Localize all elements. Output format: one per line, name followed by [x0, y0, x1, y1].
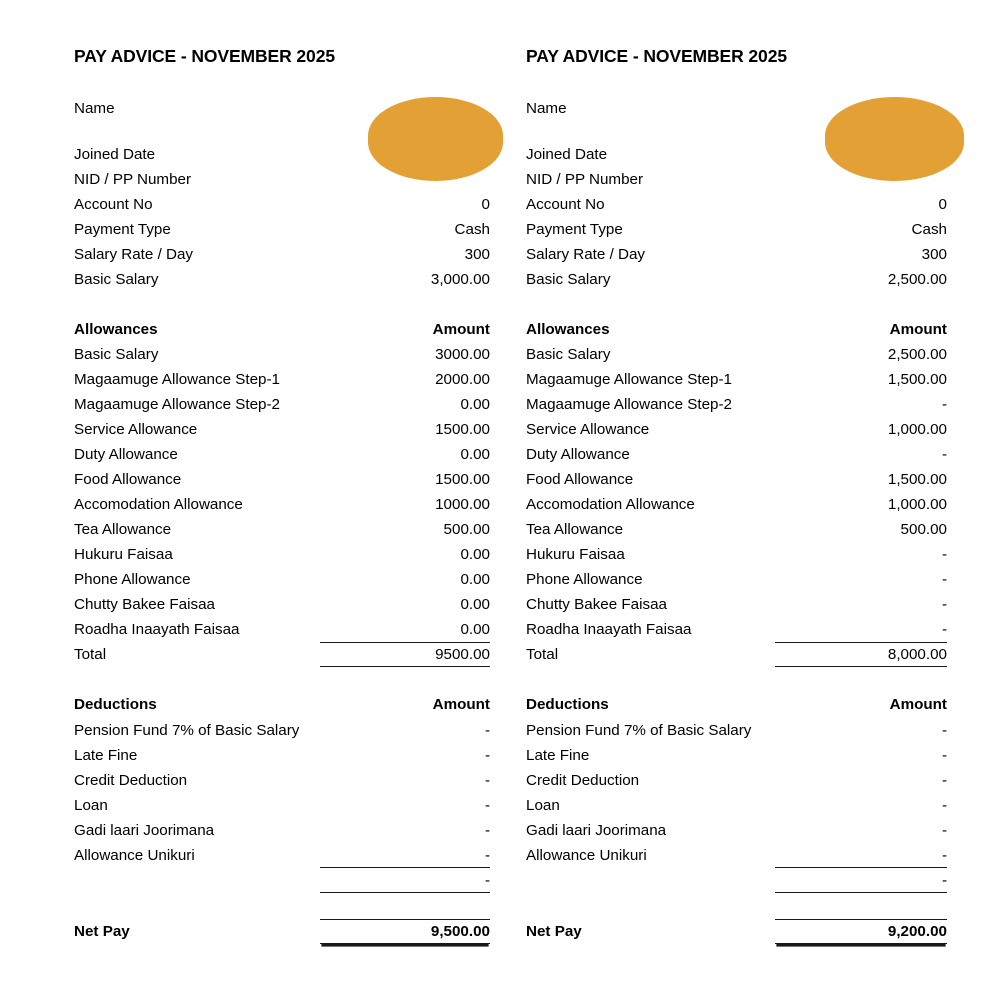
- page-title-left: PAY ADVICE - NOVEMBER 2025: [74, 46, 335, 66]
- allowances-header-label: Allowances: [74, 321, 158, 338]
- deductions-subtotal-amount: -: [941, 872, 947, 889]
- allowance-amount: 500.00: [900, 521, 947, 538]
- deduction-amount: -: [484, 847, 490, 864]
- allowances-total-label: Total: [526, 646, 559, 663]
- allowance-label: Hukuru Faisaa: [526, 546, 625, 563]
- allowance-amount: 1,500.00: [887, 471, 947, 488]
- deductions-subtotal-rule: [775, 868, 947, 893]
- detail-label-basic-salary: Basic Salary: [526, 271, 611, 288]
- detail-row-account-no: [74, 192, 490, 217]
- deduction-row: [526, 793, 947, 818]
- deduction-row: [526, 743, 947, 768]
- deduction-row: [74, 768, 490, 793]
- allowance-row: [74, 592, 490, 617]
- deduction-label: Credit Deduction: [526, 772, 640, 789]
- deduction-row: [526, 768, 947, 793]
- net-pay-amount: 9,500.00: [430, 923, 490, 940]
- detail-label-name: Name: [74, 100, 115, 117]
- allowance-row: [526, 392, 947, 417]
- deduction-label: Loan: [526, 797, 560, 814]
- detail-row-payment-type: [74, 217, 490, 242]
- detail-label-salary-rate: Salary Rate / Day: [74, 246, 194, 263]
- allowance-row: [526, 367, 947, 392]
- allowance-row: [526, 417, 947, 442]
- deduction-label: Gadi laari Joorimana: [526, 822, 667, 839]
- deductions-subtotal-row: [74, 868, 490, 893]
- detail-value-basic-salary: 2,500.00: [887, 271, 947, 288]
- net-pay-row: [526, 919, 947, 944]
- allowance-row: [526, 467, 947, 492]
- allowance-label: Tea Allowance: [74, 521, 172, 538]
- allowance-row: [74, 367, 490, 392]
- deduction-label: Gadi laari Joorimana: [74, 822, 215, 839]
- allowance-label: Magaamuge Allowance Step-1: [526, 371, 733, 388]
- deduction-amount: -: [484, 722, 490, 739]
- allowance-amount: 500.00: [443, 521, 490, 538]
- allowance-label: Food Allowance: [74, 471, 182, 488]
- allowance-label: Service Allowance: [74, 421, 198, 438]
- deduction-label: Allowance Unikuri: [74, 847, 195, 864]
- detail-label-nid: NID / PP Number: [74, 171, 192, 188]
- deduction-amount: -: [941, 772, 947, 789]
- allowance-amount: 0.00: [460, 446, 490, 463]
- allowance-label: Magaamuge Allowance Step-2: [74, 396, 281, 413]
- allowance-row: [526, 442, 947, 467]
- allowance-row: [74, 442, 490, 467]
- allowance-amount: 1000.00: [435, 496, 490, 513]
- allowance-label: Magaamuge Allowance Step-2: [526, 396, 733, 413]
- detail-value-account-no: 0: [481, 196, 490, 213]
- detail-value-basic-salary: 3,000.00: [430, 271, 490, 288]
- allowance-label: Basic Salary: [74, 346, 159, 363]
- allowance-row: [526, 592, 947, 617]
- allowance-label: Basic Salary: [526, 346, 611, 363]
- detail-row-salary-rate: [526, 242, 947, 267]
- detail-value-salary-rate: 300: [464, 246, 490, 263]
- allowance-amount: -: [941, 446, 947, 463]
- deductions-header: [74, 692, 490, 717]
- page-title-right: PAY ADVICE - NOVEMBER 2025: [526, 46, 787, 66]
- allowances-total-amount: 8,000.00: [887, 646, 947, 663]
- allowance-label: Service Allowance: [526, 421, 650, 438]
- allowance-row: [526, 617, 947, 642]
- detail-label-payment-type: Payment Type: [526, 221, 623, 238]
- allowance-amount: 1500.00: [435, 421, 490, 438]
- deduction-amount: -: [484, 772, 490, 789]
- allowances-header: [526, 317, 947, 342]
- allowance-row: [526, 542, 947, 567]
- detail-row-basic-salary: [74, 267, 490, 292]
- allowance-label: Tea Allowance: [526, 521, 624, 538]
- allowances-total-amount: 9500.00: [435, 646, 490, 663]
- deductions-header: [526, 692, 947, 717]
- deductions-header-amount: Amount: [432, 696, 490, 713]
- deductions-subtotal-amount: -: [484, 872, 490, 889]
- allowance-label: Phone Allowance: [526, 571, 643, 588]
- allowance-row: [74, 542, 490, 567]
- deduction-amount: -: [484, 747, 490, 764]
- allowance-row: [74, 392, 490, 417]
- deductions-header-label: Deductions: [74, 696, 157, 713]
- net-pay-amount: 9,200.00: [887, 923, 947, 940]
- allowance-amount: 2,500.00: [887, 346, 947, 363]
- allowances-total-row: [74, 642, 490, 667]
- allowance-amount: -: [941, 546, 947, 563]
- allowance-amount: 2000.00: [435, 371, 490, 388]
- deduction-amount: -: [941, 722, 947, 739]
- allowance-label: Phone Allowance: [74, 571, 191, 588]
- allowance-row: [526, 567, 947, 592]
- detail-row-payment-type: [526, 217, 947, 242]
- allowance-amount: 1,000.00: [887, 421, 947, 438]
- allowance-label: Accomodation Allowance: [526, 496, 695, 513]
- detail-label-nid: NID / PP Number: [526, 171, 644, 188]
- deduction-row: [74, 843, 490, 868]
- deductions-header-label: Deductions: [526, 696, 609, 713]
- deduction-amount: -: [941, 797, 947, 814]
- deduction-amount: -: [941, 822, 947, 839]
- allowance-label: Accomodation Allowance: [74, 496, 243, 513]
- redaction-blob-right: [825, 97, 964, 181]
- net-pay-label: Net Pay: [526, 923, 582, 940]
- redaction-blob-left: [368, 97, 503, 181]
- detail-label-payment-type: Payment Type: [74, 221, 171, 238]
- deduction-label: Loan: [74, 797, 108, 814]
- net-pay-label: Net Pay: [74, 923, 130, 940]
- detail-label-account-no: Account No: [74, 196, 153, 213]
- allowance-row: [526, 342, 947, 367]
- allowance-amount: 0.00: [460, 571, 490, 588]
- allowance-row: [74, 342, 490, 367]
- deduction-row: [526, 818, 947, 843]
- allowance-row: [74, 567, 490, 592]
- allowances-total-row: [526, 642, 947, 667]
- allowance-label: Roadha Inaayath Faisaa: [526, 621, 692, 638]
- detail-value-payment-type: Cash: [911, 221, 947, 238]
- allowances-header: [74, 317, 490, 342]
- detail-value-salary-rate: 300: [921, 246, 947, 263]
- allowance-amount: 1,500.00: [887, 371, 947, 388]
- detail-label-account-no: Account No: [526, 196, 605, 213]
- deduction-row: [74, 818, 490, 843]
- deduction-label: Late Fine: [526, 747, 590, 764]
- allowance-amount: 1500.00: [435, 471, 490, 488]
- deduction-label: Pension Fund 7% of Basic Salary: [526, 722, 752, 739]
- detail-value-account-no: 0: [938, 196, 947, 213]
- deduction-row: [74, 743, 490, 768]
- deduction-row: [526, 718, 947, 743]
- allowance-row: [74, 517, 490, 542]
- deduction-label: Allowance Unikuri: [526, 847, 647, 864]
- allowance-row: [74, 617, 490, 642]
- deductions-subtotal-rule: [320, 868, 490, 893]
- allowances-header-label: Allowances: [526, 321, 610, 338]
- allowance-amount: 0.00: [460, 396, 490, 413]
- allowance-amount: 1,000.00: [887, 496, 947, 513]
- allowance-amount: 0.00: [460, 546, 490, 563]
- allowance-label: Duty Allowance: [526, 446, 630, 463]
- allowance-label: Chutty Bakee Faisaa: [526, 596, 667, 613]
- detail-label-salary-rate: Salary Rate / Day: [526, 246, 646, 263]
- allowance-amount: -: [941, 596, 947, 613]
- deduction-amount: -: [941, 847, 947, 864]
- allowance-amount: 0.00: [460, 621, 490, 638]
- allowance-row: [74, 417, 490, 442]
- allowance-amount: -: [941, 396, 947, 413]
- deduction-row: [74, 718, 490, 743]
- deduction-row: [526, 843, 947, 868]
- deduction-rule: [320, 843, 490, 868]
- allowance-row: [526, 517, 947, 542]
- allowance-label: Duty Allowance: [74, 446, 178, 463]
- allowance-label: Chutty Bakee Faisaa: [74, 596, 215, 613]
- detail-label-joined-date: Joined Date: [74, 146, 156, 163]
- detail-row-salary-rate: [74, 242, 490, 267]
- detail-label-name: Name: [526, 100, 567, 117]
- allowance-label: Magaamuge Allowance Step-1: [74, 371, 281, 388]
- allowance-row: [74, 467, 490, 492]
- allowance-label: Roadha Inaayath Faisaa: [74, 621, 240, 638]
- deduction-label: Credit Deduction: [74, 772, 188, 789]
- allowances-header-amount: Amount: [432, 321, 490, 338]
- net-pay-row: [74, 919, 490, 944]
- allowance-amount: -: [941, 571, 947, 588]
- deduction-label: Pension Fund 7% of Basic Salary: [74, 722, 300, 739]
- allowance-row: [74, 492, 490, 517]
- deductions-header-amount: Amount: [889, 696, 947, 713]
- allowance-amount: 0.00: [460, 596, 490, 613]
- deduction-amount: -: [484, 797, 490, 814]
- allowances-total-label: Total: [74, 646, 107, 663]
- detail-label-joined-date: Joined Date: [526, 146, 608, 163]
- allowance-row: [526, 492, 947, 517]
- allowance-amount: 3000.00: [435, 346, 490, 363]
- deduction-amount: -: [941, 747, 947, 764]
- allowance-label: Hukuru Faisaa: [74, 546, 173, 563]
- allowance-label: Food Allowance: [526, 471, 634, 488]
- allowance-amount: -: [941, 621, 947, 638]
- detail-row-account-no: [526, 192, 947, 217]
- deduction-rule: [775, 843, 947, 868]
- detail-row-basic-salary: [526, 267, 947, 292]
- detail-value-payment-type: Cash: [454, 221, 490, 238]
- deduction-amount: -: [484, 822, 490, 839]
- detail-label-basic-salary: Basic Salary: [74, 271, 159, 288]
- allowances-header-amount: Amount: [889, 321, 947, 338]
- deduction-label: Late Fine: [74, 747, 138, 764]
- deductions-subtotal-row: [526, 868, 947, 893]
- deduction-row: [74, 793, 490, 818]
